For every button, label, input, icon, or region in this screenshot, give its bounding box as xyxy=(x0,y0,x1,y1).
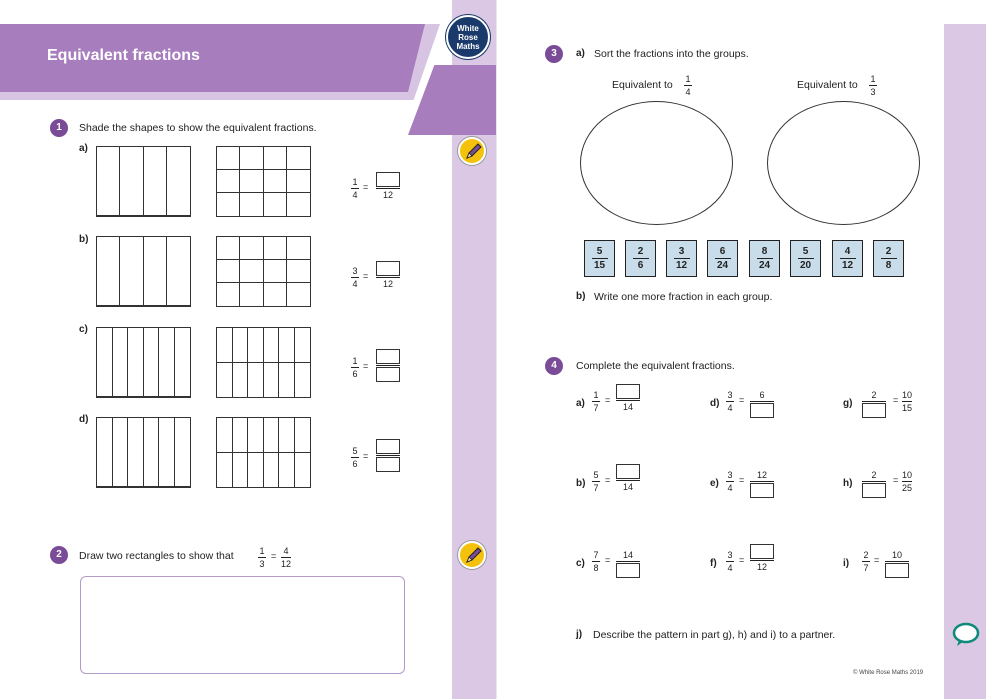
right-side-panel xyxy=(944,24,986,699)
question-number: 4 xyxy=(545,357,563,375)
part-label: d) xyxy=(79,414,89,425)
answer-box-numerator[interactable] xyxy=(376,439,400,454)
part-label: b) xyxy=(576,291,586,302)
question-instruction: Draw two rectangles to show that xyxy=(79,550,234,562)
question-number: 3 xyxy=(545,45,563,63)
fraction: 5 7 xyxy=(593,470,599,493)
part-label: b) xyxy=(79,234,89,245)
equals-sign: = xyxy=(363,361,369,371)
fraction: 4 12 xyxy=(281,546,292,569)
part-label: e) xyxy=(710,478,719,489)
group-label: Equivalent to xyxy=(612,79,673,91)
shape-sixths[interactable] xyxy=(96,327,191,398)
fraction: 3 4 xyxy=(727,550,733,573)
part-label: a) xyxy=(576,398,585,409)
answer-fraction: 12 xyxy=(750,470,774,498)
fraction-card[interactable]: $\frac{5}{15}$ xyxy=(584,240,615,277)
answer-box[interactable] xyxy=(862,483,886,498)
equals-sign: = xyxy=(893,395,899,405)
fraction: 7 8 xyxy=(593,550,599,573)
answer-box[interactable] xyxy=(616,384,640,399)
group-label: Equivalent to xyxy=(797,79,858,91)
pencil-icon xyxy=(458,541,486,569)
part-label: c) xyxy=(79,324,88,335)
logo-line-3: Maths xyxy=(456,42,480,51)
answer-box[interactable] xyxy=(885,563,909,578)
fraction: 10 15 xyxy=(902,390,913,413)
answer-fraction: 12 xyxy=(376,172,400,200)
question-number: 1 xyxy=(50,119,68,137)
answer-fraction: 2 xyxy=(862,470,886,498)
question-number: 2 xyxy=(50,546,68,564)
fraction: 3 4 xyxy=(352,266,358,289)
part-label: g) xyxy=(843,398,853,409)
answer-fraction: 12 xyxy=(376,261,400,289)
shape-twelfths[interactable] xyxy=(216,417,311,488)
speech-bubble-icon xyxy=(952,622,980,648)
answer-box-denominator[interactable] xyxy=(376,457,400,472)
equals-sign: = xyxy=(605,555,611,565)
equals-sign: = xyxy=(739,475,745,485)
answer-box[interactable] xyxy=(750,544,774,559)
answer-box[interactable] xyxy=(616,464,640,479)
answer-box[interactable] xyxy=(616,563,640,578)
equals-sign: = xyxy=(363,451,369,461)
logo-line-1: White xyxy=(457,24,479,33)
equals-sign: = xyxy=(363,182,369,192)
page-divider xyxy=(496,0,497,699)
shape-twelfths[interactable] xyxy=(216,146,311,217)
shape-twelfths[interactable] xyxy=(216,327,311,398)
part-label: a) xyxy=(576,48,585,59)
equals-sign: = xyxy=(739,395,745,405)
answer-box-numerator[interactable] xyxy=(376,349,400,364)
answer-fraction: 2 xyxy=(862,390,886,418)
answer-fraction: 12 xyxy=(750,544,774,572)
pencil-icon xyxy=(458,137,486,165)
answer-box[interactable] xyxy=(750,403,774,418)
equals-sign: = xyxy=(893,475,899,485)
fraction: 10 25 xyxy=(902,470,913,493)
logo-line-2: Rose xyxy=(458,33,478,42)
part-label: h) xyxy=(843,478,853,489)
fraction: 1 6 xyxy=(352,356,358,379)
equals-sign: = xyxy=(271,551,277,561)
question-instruction: Shade the shapes to show the equivalent fractions. xyxy=(79,122,317,134)
shape-quarters[interactable] xyxy=(96,146,191,217)
equals-sign: = xyxy=(874,555,880,565)
fraction: 2 7 xyxy=(863,550,869,573)
equals-sign: = xyxy=(739,555,745,565)
answer-fraction: 14 xyxy=(616,464,640,492)
fraction: 3 4 xyxy=(727,470,733,493)
fraction-card[interactable]: $\frac{5}{20}$ xyxy=(790,240,821,277)
fraction: 3 4 xyxy=(727,390,733,413)
answer-fraction: 14 xyxy=(616,384,640,412)
fraction: 1 3 xyxy=(870,74,876,97)
equals-sign: = xyxy=(605,395,611,405)
fraction: 1 3 xyxy=(259,546,265,569)
fraction: 1 4 xyxy=(352,177,358,200)
answer-box-denominator[interactable] xyxy=(376,367,400,382)
answer-box[interactable] xyxy=(376,172,400,187)
part-label: f) xyxy=(710,558,717,569)
fraction: 1 7 xyxy=(593,390,599,413)
fraction-card[interactable]: $\frac{3}{12}$ xyxy=(666,240,697,277)
answer-fraction: 10 xyxy=(885,550,909,578)
fraction: 5 6 xyxy=(352,446,358,469)
fraction: 1 4 xyxy=(685,74,691,97)
answer-fraction xyxy=(376,439,400,472)
shape-sixths[interactable] xyxy=(96,417,191,488)
answer-box[interactable] xyxy=(750,483,774,498)
question-instruction: Sort the fractions into the groups. xyxy=(594,48,749,60)
group-ellipse-third[interactable] xyxy=(767,101,920,225)
group-ellipse-quarter[interactable] xyxy=(580,101,733,225)
question-instruction: Complete the equivalent fractions. xyxy=(576,360,735,372)
part-label: b) xyxy=(576,478,586,489)
shape-quarters[interactable] xyxy=(96,236,191,307)
equals-sign: = xyxy=(363,271,369,281)
part-label: j) xyxy=(576,629,583,640)
shape-twelfths[interactable] xyxy=(216,236,311,307)
copyright: © White Rose Maths 2019 xyxy=(853,670,924,676)
part-label: c) xyxy=(576,558,585,569)
answer-fraction: 6 xyxy=(750,390,774,418)
fraction-card[interactable]: $\frac{8}{24}$ xyxy=(749,240,780,277)
equals-sign: = xyxy=(605,475,611,485)
answer-box[interactable] xyxy=(376,261,400,276)
part-label: i) xyxy=(843,558,850,569)
question-instruction: Describe the pattern in part g), h) and i) to a partner. xyxy=(593,629,836,641)
answer-box[interactable] xyxy=(862,403,886,418)
answer-fraction: 14 xyxy=(616,550,640,578)
part-label: a) xyxy=(79,143,88,154)
answer-fraction xyxy=(376,349,400,382)
fraction-card[interactable]: $\frac{2}{8}$ xyxy=(873,240,904,277)
drawing-area[interactable] xyxy=(80,576,405,674)
question-instruction: Write one more fraction in each group. xyxy=(594,291,773,303)
page-title: Equivalent fractions xyxy=(47,47,200,64)
fraction-card[interactable]: $\frac{4}{12}$ xyxy=(832,240,863,277)
part-label: d) xyxy=(710,398,720,409)
fraction-card[interactable]: $\frac{6}{24}$ xyxy=(707,240,738,277)
white-rose-maths-logo xyxy=(446,15,490,59)
fraction-card[interactable]: $\frac{2}{6}$ xyxy=(625,240,656,277)
